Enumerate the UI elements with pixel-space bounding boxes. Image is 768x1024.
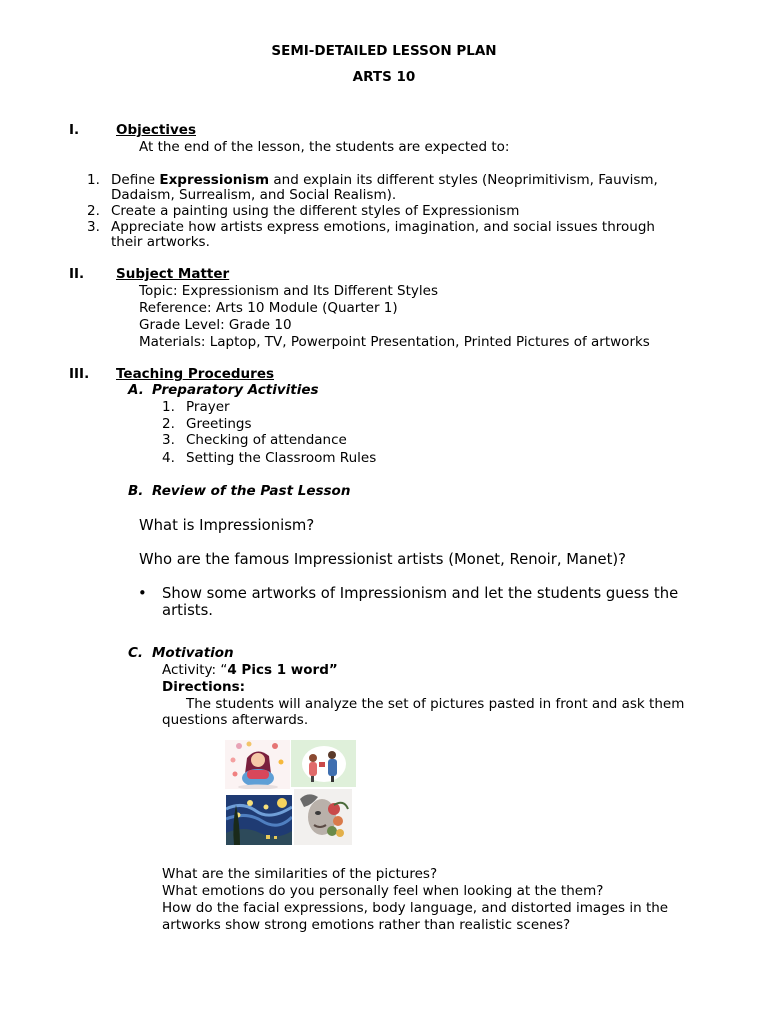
picture-starry-night: [226, 795, 292, 845]
directions-text-continued: questions afterwards.: [162, 712, 309, 728]
objective-item: Appreciate how artists express emotions, imagination, and social issues through: [111, 219, 655, 235]
activity-line: Activity: “4 Pics 1 word”: [162, 662, 338, 678]
bullet-marker: •: [138, 585, 147, 602]
objective-item: Define Expressionism and explain its different styles (Neoprimitivism, Fauvism,: [111, 172, 658, 188]
section-numeral-subject-matter: II.: [69, 266, 85, 282]
objective-number: 1.: [87, 172, 100, 188]
section-numeral-objectives: I.: [69, 122, 80, 138]
objective-item-continued: their artworks.: [111, 234, 210, 250]
subject-materials: Materials: Laptop, TV, Powerpoint Presentation, Printed Pictures of artworks: [139, 334, 650, 350]
section-heading-procedures: Teaching Procedures: [116, 366, 275, 382]
objective-item: Create a painting using the different styles of Expressionism: [111, 203, 520, 219]
review-bullet-text-continued: artists.: [162, 602, 213, 619]
directions-label: Directions:: [162, 679, 246, 695]
subsection-title-motivation: Motivation: [152, 645, 234, 661]
subsection-title-preparatory: Preparatory Activities: [152, 382, 319, 398]
activity-number: 4.: [162, 450, 175, 466]
motivation-question-continued: artworks show strong emotions rather than realistic scenes?: [162, 917, 571, 933]
activity-item: Checking of attendance: [186, 432, 347, 448]
section-numeral-procedures: III.: [69, 366, 90, 382]
activity-number: 1.: [162, 399, 175, 415]
motivation-question: How do the facial expressions, body language, and distorted images in the: [162, 900, 669, 916]
objectives-intro: At the end of the lesson, the students are expected to:: [139, 139, 510, 155]
activity-number: 2.: [162, 416, 175, 432]
review-question: What is Impressionism?: [139, 517, 315, 534]
activity-number: 3.: [162, 432, 175, 448]
picture-emotional-girl: [225, 740, 290, 789]
activity-name: 4 Pics 1 word”: [227, 662, 338, 678]
motivation-question: What emotions do you personally feel when looking at the them?: [162, 883, 604, 899]
subsection-title-review: Review of the Past Lesson: [152, 483, 351, 499]
document-title: SEMI-DETAILED LESSON PLAN: [271, 43, 497, 59]
picture-couple: [291, 740, 356, 787]
review-bullet-text: Show some artworks of Impressionism and let the students guess the: [162, 585, 679, 602]
objective-number: 2.: [87, 203, 100, 219]
objective-number: 3.: [87, 219, 100, 235]
activity-item: Prayer: [186, 399, 230, 415]
section-heading-objectives: Objectives: [116, 122, 196, 138]
activity-item: Setting the Classroom Rules: [186, 450, 377, 466]
subsection-letter-c: C.: [128, 645, 144, 661]
subsection-letter-a: A.: [128, 382, 144, 398]
motivation-question: What are the similarities of the pictures?: [162, 866, 438, 882]
activity-item: Greetings: [186, 416, 252, 432]
directions-text: The students will analyze the set of pictures pasted in front and ask them: [186, 696, 685, 712]
review-question: Who are the famous Impressionist artists (Monet, Renoir, Manet)?: [139, 551, 627, 568]
picture-distorted-face: [294, 789, 352, 845]
term-expressionism: Expressionism: [159, 172, 270, 188]
subject-topic: Topic: Expressionism and Its Different Styles: [139, 283, 438, 299]
objective-item-continued: Dadaism, Surrealism, and Social Realism).: [111, 187, 397, 203]
subject-grade-level: Grade Level: Grade 10: [139, 317, 292, 333]
subsection-letter-b: B.: [128, 483, 144, 499]
section-heading-subject-matter: Subject Matter: [116, 266, 230, 282]
subject-reference: Reference: Arts 10 Module (Quarter 1): [139, 300, 398, 316]
document-subject: ARTS 10: [352, 69, 416, 85]
